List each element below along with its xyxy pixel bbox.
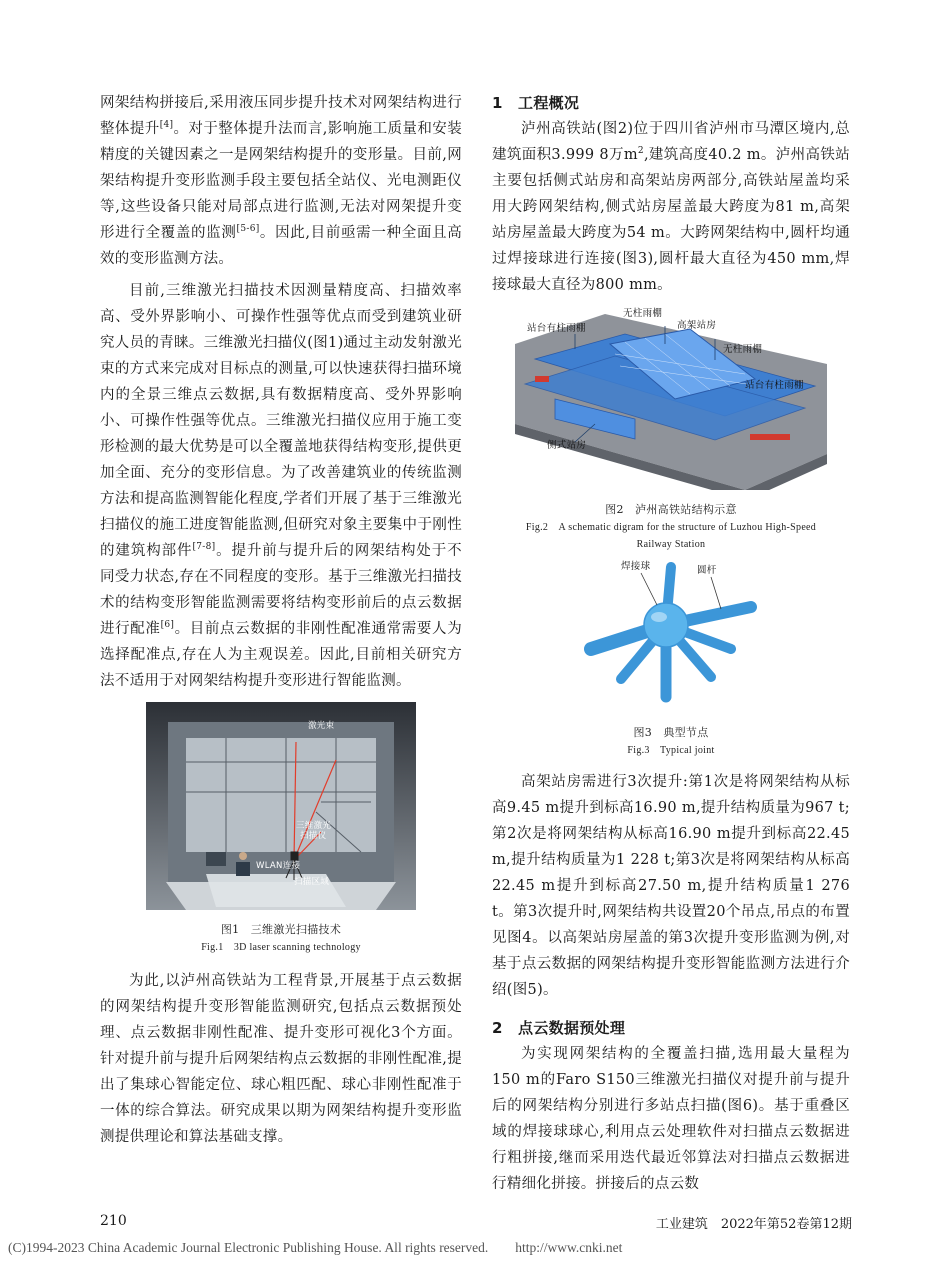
typical-joint-image: [571, 557, 771, 715]
platform-canopy-label-2: 站台有柱雨棚: [745, 380, 804, 391]
scan-area-label: 扫描区域: [294, 877, 330, 887]
scanner-label: 三维激光: [296, 821, 332, 831]
column-free-canopy-label-2: 无柱雨棚: [723, 344, 763, 355]
figure-3-caption-cn: 图3 典型节点: [633, 726, 709, 739]
right-column: [492, 90, 850, 1197]
paragraph-5: 高架站房需进行3次提升:第1次是将网架结构从标高9.45 m提升到标高16.90 m,提升结构质量为967 t;第2次是将网架结构从标高16.90 m提升到标高22.45 m,提升结构质量为1 228 t;第3次是将网架结构从标高22.45 m提升到标高27.50 m,提升结构质量1 276 t。第3次提升时,网架结构共设置20个吊点,吊点的布置见图4。以高架站房屋盖的第3次提升变形监测为例,对基于点云数据的网架结构提升变形智能监测方法进行介绍(图5)。: [492, 774, 850, 998]
column-free-canopy-label-1: 无柱雨棚: [623, 308, 663, 319]
laser-scanner-room-image: [146, 702, 416, 910]
figure-1-caption-cn: 图1 三维激光扫描技术: [220, 923, 342, 936]
figure-1-caption-en: Fig.1 3D laser scanning technology: [201, 942, 361, 953]
paragraph-2: 目前,三维激光扫描技术因测量精度高、扫描效率高、受外界影响小、可操作性强等优点而受到建筑业研究人员的青睐。三维激光扫描仪(图1)通过主动发射激光束的方式来完成对目标点的测量,可以快速获得扫描环境内的全景三维点云数据,具有数据精度高、受外界影响小、可操作性强等优点。三维激光扫描仪应用于施工变形检测的最大优势是可以全覆盖地获得结构变形,提供更加全面、充分的变形信息。为了改善建筑业的传统监测方法和提高监测智能化程度,学者们开展了基于三维激光扫描仪的施工进度智能监测,但研究对象主要集中于刚性的建筑构部件[7-8]。提升前与提升后的网架结构处于不同受力状态,存在不同程度的变形。基于三维激光扫描技术的结构变形智能监测需要将结构变形前后的点云数据进行配准[6]。目前点云数据的非刚性配准通常需要人为选择配准点,存在人为主观误差。因此,目前相关研究方法不适用于对网架结构提升变形进行智能监测。: [100, 283, 463, 689]
elevated-station-label: 高架站房: [677, 320, 717, 331]
section-heading-2: 2 点云数据预处理: [492, 1019, 626, 1037]
platform-canopy-label-1: 站台有柱雨棚: [527, 323, 586, 334]
journal-info: 工业建筑 2022年第52卷第12期: [655, 1217, 852, 1232]
figure-2-caption-cn: 图2 泸州高铁站结构示意: [605, 503, 737, 516]
figure-2: [492, 304, 850, 553]
paragraph-4: 泸州高铁站(图2)位于四川省泸州市马潭区境内,总建筑面积3.999 8万$m^2$,建筑高度40.2 m。泸州高铁站主要包括侧式站房和高架站房两部分,高铁站屋盖均采用大跨网架结构,侧式站房屋盖最大跨度为81 m,高架站房屋盖最大跨度为54 m。大跨网架结构中,圆杆均通过焊接球进行连接(图3),圆杆最大直径为450 mm,焊接球最大直径为800 mm。: [492, 121, 850, 293]
paragraph-6: 为实现网架结构的全覆盖扫描,选用最大量程为150 m的Faro S150三维激光扫描仪对提升前与提升后的网架结构分别进行多站点扫描(图6)。基于重叠区域的焊接球球心,利用点云处理软件对扫描点云数据进行粗拼接,继而采用迭代最近邻算法对扫描点云数据进行精细化拼接。拼接后的点云数: [492, 1046, 850, 1192]
station-structure-image: [515, 304, 827, 490]
left-column: [100, 90, 462, 1150]
copyright-notice: (C)1994-2023 China Academic Journal Electronic Publishing House. All rights reserved. http://www.cnki.net: [8, 1240, 623, 1255]
weld-ball-label: 焊接球: [621, 561, 651, 572]
section-heading-1: 1 工程概况: [492, 94, 580, 112]
scanner-label-2: 扫描仪: [300, 831, 327, 841]
figure-3-caption-en: Fig.3 Typical joint: [627, 745, 715, 756]
round-rod-label: 圆杆: [697, 565, 717, 576]
wlan-label: WLAN连接: [256, 861, 301, 871]
laser-beam-label: 激光束: [308, 721, 335, 731]
paragraph-3: 为此,以泸州高铁站为工程背景,开展基于点云数据的网架结构提升变形智能监测研究,包括点云数据预处理、点云数据非刚性配准、提升变形可视化3个方面。针对提升前与提升后网架结构点云数据的非刚性配准,提出了集球心智能定位、球心粗匹配、球心非刚性配准于一体的综合算法。研究成果以期为网架结构提升变形监测提供理论和算法基础支撑。: [100, 973, 462, 1145]
figure-3: [492, 557, 850, 759]
page-number: 210: [100, 1213, 127, 1229]
paragraph-1: 网架结构拼接后,采用液压同步提升技术对网架结构进行整体提升[4]。对于整体提升法而言,影响施工质量和安装精度的关键因素之一是网架结构提升的变形量。目前,网架结构提升变形监测手段主要包括全站仪、光电测距仪等,这些设备只能对局部点进行监测,无法对网架提升变形进行全覆盖的监测[5-6]。因此,目前亟需一种全面且高效的变形监测方法。: [100, 95, 463, 267]
figure-2-caption-en-2: Railway Station: [636, 539, 706, 550]
figure-1: [100, 702, 462, 956]
side-station-label: 侧式站房: [547, 440, 587, 451]
figure-2-caption-en-1: Fig.2 A schematic digram for the structure of Luzhou High-Speed: [525, 522, 817, 533]
